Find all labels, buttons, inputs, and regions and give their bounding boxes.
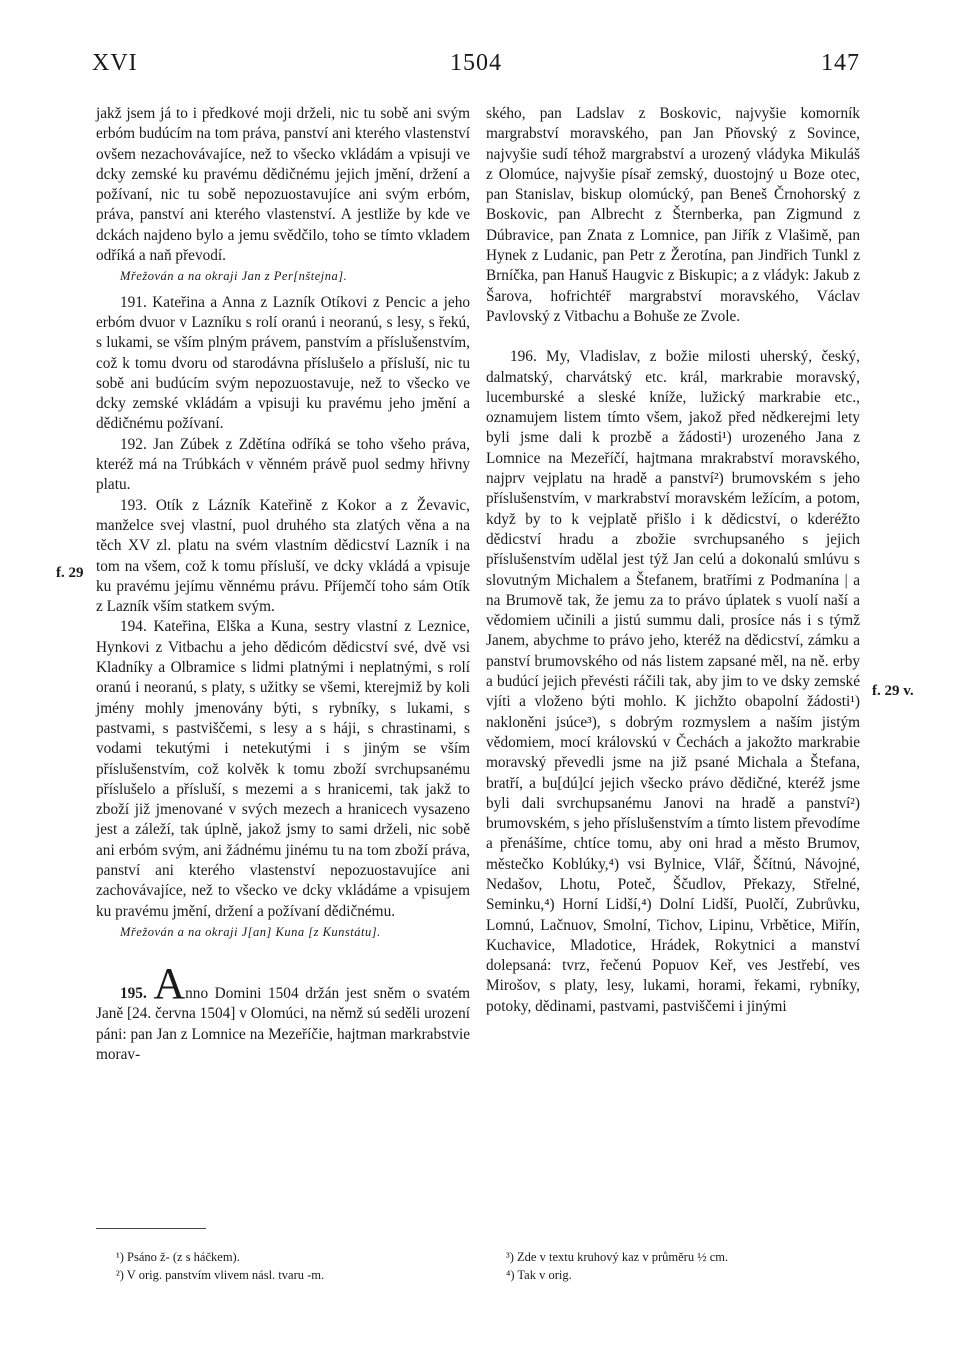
folio-mark-right: f. 29 v. <box>872 683 914 699</box>
footnote-rule <box>96 1228 206 1229</box>
folio-mark-left: f. 29 <box>56 565 84 581</box>
drop-initial: A <box>153 959 186 1009</box>
entry-192: 192. Jan Zúbek z Zdětína odříká se toho všeho práva, kteréž má na Trúbkách v věnném právě puol sedmy hřivny platu. <box>96 435 470 494</box>
entry-195-text: nno Domini 1504 držán jest sněm o svatém Janě [24. června 1504] v Olomúci, na němž sú seděli urození páni: pan Jan z Lomnice na Mezeříčie, hajtman markrabstvie morav- <box>96 985 471 1064</box>
entry-195-continued: ského, pan Ladslav z Boskovic, najvyšie komorník margrabství moravského, pan Jan Pňovský z Sovince, najvyšie sudí téhož margrabství a urozený vládyka Mikuláš z Olomúce, najvyšie písař zemský, duostojný u Boze otec, pan Stanislav, biskup olomúcký, pan Beneš Črnohorský z Boskovic, pan Albrecht z Šternberka, pan Zigmund z Dúbravice, pan Znata z Lomnice, pan Jiřík z Vlašimě, pan Hynek z Ludanic, pan Petr z Žerotína, pan Jindřich Tunkl z Brníčka, pan Hanuš Haugvic z Biskupic; a z vládyk: Jakub z Šarova, hofrichtéř margrabství moravského, Václav Pavlovský z Vitbachu a Bohuše ze Zvole. <box>486 105 860 325</box>
footnote: ¹) Psáno ž- (z s háčkem). <box>116 1250 240 1264</box>
entry-196: 196. My, Vladislav, z božie milosti uherský, český, dalmatský, charvátský etc. král, markrabie moravský, lucemburské a sleské kníže, lužický markrabie etc., oznamujem listem tímto všem, jakož před nědkerejmi lety byli jsme dali k prozbě a žádosti¹) urozeného Jana z Lomnice na Mezeříčí, hajtmana mrakrabství moravského, najprv vejplatu na hradě a panství²) brumovském s jeho příslušenstvím, v markrabství moravském ležícím, a potom, když by to k vejplatě přišlo i k dědicství, o kderéžto dědicství hradu a zbožie svrchupsaného s jejich příslušenstvím udělal jest týž Jan celú a dokonalú smlúvu s slovutným Michalem a Štefanem, bratřími z Podmanína | a na Brumově tak, že jemu za to právo úplatek s vuolí naší a vědomiem učinili a jistú summu dali, prosíce nás i s týmž Janem, abychme to právo jeho, kteréž na dědicství, zámku a panství brumovského od nás listem zapsané měl, na ně. erby a budúcí jejich převésti ráčili tak, aby jim to ve dsky zemské vjíti a vloženo býti mohlo. K jichžto obapolní žádosti¹) nakloněni jsúce³), s dobrým rozmyslem a naším jistým vědomiem, mocí královskú v Čechách a jakožto markrabie moravský převedli jsme na již psané Michala a Štefana, bratří, a bu[dú]cí jejich všecko právo dědičné, kteréž jsme byli dali svrchupsanému Janovi na hradě a panství²) brumovském, s jeho příslušenstvím a tímto listem převodíme a přenášíme, chtíce tomu, aby oni hrad a město Brumov, městečko Koblúky,⁴) vsi Bylnice, Vlář, Ščítnú, Návojné, Nedašov, Lhotu, Poteč, Ščudlov, Překazy, Střelné, Seminku,⁴) Horní Lidší,⁴) Dolní Lidší, Puolčí, Zubrůvku, Lomnú, Lačnuov, Smolní, Tichov, Lipinu, Vrbětice, Miřín, Kuchavice, Mladotice, Hrádek, Rokytnici a manství dolepsaná: tvrz, řečenú Popuov Keř, ves Jestřebí, ves Mirošov, s platy, lesy, lukami, horami, řekami, rybníky, potoky, dědinami, pastvami, pastviščemi i jinými <box>486 348 860 1015</box>
page-number: 147 <box>821 50 860 76</box>
left-column <box>96 104 470 1065</box>
year-heading: 1504 <box>450 50 502 76</box>
entry-194: 194. Kateřina, Elška a Kuna, sestry vlastní z Leznice, Hynkovi z Vitbachu a jeho dědicóm dědicství své, dvě vsi Kladníky a Olbramice s lidmi platnými i neplatnými, s rolí oranú i neoranú, s platy, s užitky se všemi, kterejmiž by koli jmény mohly jmenovány býti, s rybníky, s lukami, s pastvami, s pastviščemi, s lesy a s háji, s chrastinami, s vodami tekutými i netekutými i s jiným se vším příslušenstvím, což kolvěk k tomu zboží svrchupsanému příslušelo a přísluší, s mezemi a s hranicemi, tak jakž to zboží již jmenované v svých mezech a hranicech vysazeno jest a záleží, tak úplně, jakož jsmy to sami drželi, nic sobě ani erbóm svým, ani žádnému jinému tu na tom zboží práva, panství ani kterého vlastenství nepozuostavujíce ani zachovávajíce, než to všecko ve dcky vkládáme a vpisujem ku pravému jmění, držení a požívaní dědičnému. <box>96 618 470 920</box>
editorial-note: Mřežován a na okraji Jan z Per[nštejna]. <box>120 269 348 284</box>
right-column <box>486 104 860 1017</box>
entry-193: 193. Otík z Lázník Kateřině z Kokor a z Ževavic, manželce svej vlastní, puol druhého sta zlatých věna a na těch XV zl. platu na svém vlastním dědicství Lazník i na tom na všem, což k tomu přísluší, ve dcky vkládá a vpisuje ku pravému jejímu věnnému právu. Příjemčí toho sám Otík z Lazník vším statkem svým. <box>96 496 470 616</box>
entry-195 <box>96 959 471 1065</box>
footnotes-left <box>116 1248 496 1284</box>
editorial-note: Mřežován a na okraji J[an] Kuna [z Kunstátu]. <box>120 924 381 939</box>
section-numeral: XVI <box>92 50 138 76</box>
paragraph-intro: jakž jsem já to i předkové moji drželi, nic tu sobě ani svým erbóm budúcím na tom práva, panství ani kterého vlastenství ovšem nezachovávajíce, než to všecko vkládám a vpisuji ve dcky zemské ku pravému dědičnému jejich jmění, držení a požívaní, nic tu sobě nepozuostavujíce ani svým erbóm, práva, panství ani kterého vlastenství. A jestliže by kde ve dckách najdeno bylo a jemu svědčilo, toho se tímto vkladem odříká a naň převodí. <box>96 105 470 265</box>
footnote: ³) Zde v textu kruhový kaz v průměru ½ cm. <box>506 1250 729 1264</box>
entry-191: 191. Kateřina a Anna z Lazník Otíkovi z Pencic a jeho erbóm dvuor v Lazníku s rolí oranú i neoranú, s lesy, s řekú, s lukami, se vším plným právem, panstvím a příslušenstvím, což k tomu dvoru od starodávna příslušelo a přísluší, nic tu sobě ani budúcím svým nepozuostavuje, než to všecko ve dcky zemské vkládám a vpisuji ku pravému jeho jmění a dědičnému požívaní. <box>96 293 470 433</box>
running-head <box>92 50 860 80</box>
footnote: ⁴) Tak v orig. <box>506 1268 572 1282</box>
footnote: ²) V orig. panstvím vlivem násl. tvaru -m. <box>116 1268 325 1282</box>
footnotes-right <box>506 1248 886 1284</box>
entry-number: 195. <box>120 985 147 1003</box>
